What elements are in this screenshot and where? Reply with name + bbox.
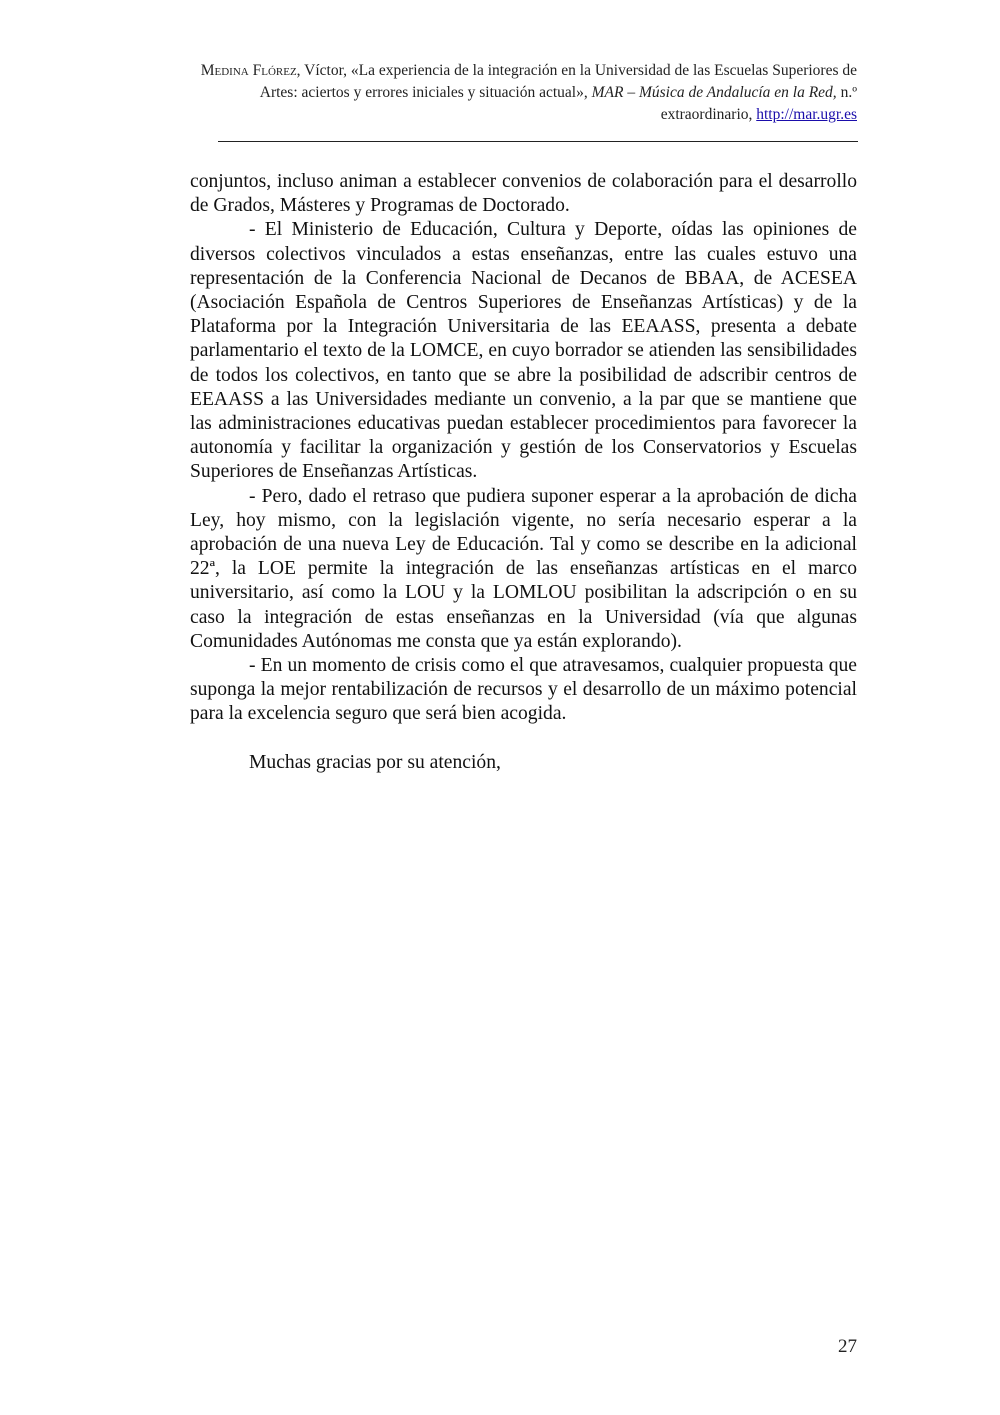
header-citation: , Víctor, «La experiencia de la integración en la Universidad de las Escuelas Superiores de Artes: aciertos y errores iniciales y situación actual», [259, 62, 857, 101]
header-author: Medina Flórez [200, 62, 297, 79]
page-number: 27 [838, 1336, 857, 1357]
header-divider [218, 141, 858, 142]
paragraph-3: - Pero, dado el retraso que pudiera suponer esperar a la aprobación de dicha Ley, hoy mismo, con la legislación vigente, no sería necesario esperar a la aprobación de una nueva Ley de Educación. Tal y como se describe en la adicional 22ª, la LOE permite la integración de las enseñanzas artísticas en el marco universitario, así como la LOU y la LOMLOU posibilitan la adscripción o en su caso la integración de estas enseñanzas en la Universidad (vía que algunas Comunidades Autónomas me consta que ya están explorando). [190, 485, 857, 652]
paragraph-2: - El Ministerio de Educación, Cultura y Deporte, oídas las opiniones de diversos colectivos vinculados a estas enseñanzas, entre las cuales estuvo una representación de la Conferencia Nacional de Decanos de BBAA, de ACESEA (Asociación Española de Centros Superiores de Enseñanzas Artísticas) y de la Plataforma por la Integración Universitaria de las EEAASS, presenta a debate parlamentario el texto de la LOMCE, en cuyo borrador se atienden las sensibilidades de todos los colectivos, en tanto que se abre la posibilidad de adscribir centros de EEAASS a las Universidades mediante un convenio, a la par que se mantiene que las administraciones educativas puedan establecer procedimientos para favorecer la autonomía y facilitar la organización y gestión de los Conservatorios y Escuelas Superiores de Enseñanzas Artísticas. [190, 219, 857, 483]
header-journal: MAR – Música de Andalucía en la Red, [591, 84, 837, 101]
closing-line: Muchas gracias por su atención, [249, 751, 501, 773]
running-header [190, 60, 857, 126]
paragraph-1: conjuntos, incluso animan a establecer convenios de colaboración para el desarrollo de Grados, Másteres y Programas de Doctorado. [190, 171, 857, 217]
paragraph-4: - En un momento de crisis como el que atravesamos, cualquier propuesta que suponga la mejor rentabilización de recursos y el desarrollo de un máximo potencial para la excelencia seguro que será bien acogida. [190, 655, 857, 725]
body-text [190, 170, 857, 775]
header-url-link[interactable]: http://mar.ugr.es [756, 106, 857, 123]
header-issue: n.º extraordinario, [660, 84, 857, 123]
